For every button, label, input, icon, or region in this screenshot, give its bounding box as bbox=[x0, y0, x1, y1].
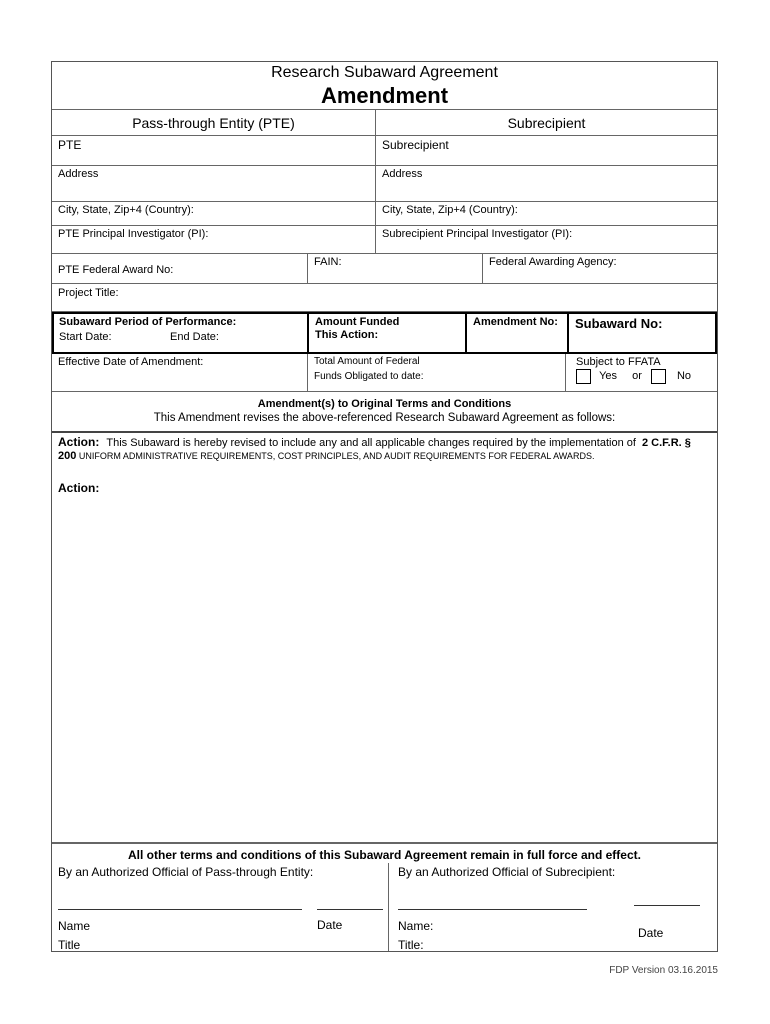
pte-city-field[interactable] bbox=[52, 202, 375, 225]
subaward-amendment-form bbox=[51, 61, 718, 952]
action1-label: Action: bbox=[58, 435, 100, 449]
action2-label: Action: bbox=[58, 481, 100, 495]
pte-label: PTE bbox=[58, 138, 82, 152]
project-title-row bbox=[52, 284, 717, 312]
amount-funded-label-2: This Action: bbox=[315, 329, 379, 341]
sub-title-label: Title: bbox=[398, 938, 424, 952]
ffata-label: Subject to FFATA bbox=[576, 356, 661, 368]
form-subtitle: Amendment bbox=[320, 83, 449, 108]
total-amount-label-2: Funds Obligated to date: bbox=[314, 371, 424, 382]
pte-heading: Pass-through Entity (PTE) bbox=[132, 115, 295, 131]
pte-signature-line[interactable] bbox=[58, 909, 302, 910]
pte-title-label: Title bbox=[58, 938, 81, 952]
pte-city-label: City, State, Zip+4 (Country): bbox=[58, 204, 194, 216]
pte-pi-field[interactable] bbox=[52, 226, 375, 253]
total-amount-field[interactable] bbox=[307, 354, 565, 391]
sub-signature-line[interactable] bbox=[398, 909, 587, 910]
effective-row bbox=[52, 354, 717, 392]
pte-pi-label: PTE Principal Investigator (PI): bbox=[58, 228, 209, 240]
signature-row bbox=[52, 863, 717, 951]
pte-award-label: PTE Federal Award No: bbox=[58, 264, 174, 276]
subaward-no-label: Subaward No: bbox=[575, 316, 663, 331]
amendment-no-label: Amendment No: bbox=[473, 316, 558, 328]
actions-area[interactable] bbox=[52, 433, 717, 843]
effective-date-field[interactable] bbox=[52, 354, 307, 391]
effective-date-label: Effective Date of Amendment: bbox=[58, 356, 204, 368]
amendments-intro: This Amendment revises the above-referenced Research Subaward Agreement as follows: bbox=[153, 412, 616, 424]
subaward-no-field[interactable] bbox=[567, 314, 715, 352]
subrecipient-heading: Subrecipient bbox=[507, 115, 586, 131]
sub-date-line[interactable] bbox=[634, 905, 700, 906]
subrecipient-label: Subrecipient bbox=[382, 138, 449, 152]
pte-address-field[interactable] bbox=[52, 166, 375, 201]
address-row bbox=[52, 166, 717, 202]
pi-row bbox=[52, 226, 717, 254]
column-headings bbox=[52, 110, 717, 136]
pte-name-label: Name bbox=[58, 919, 91, 933]
action1-caps: UNIFORM ADMINISTRATIVE REQUIREMENTS, COST PRINCIPLES, AND AUDIT REQUIREMENTS FOR FEDERAL AWARDS. bbox=[78, 451, 595, 461]
amendments-heading: Amendment(s) to Original Terms and Conditions bbox=[257, 398, 512, 410]
ffata-no-label: No bbox=[676, 370, 692, 383]
version-footer: FDP Version 03.16.2015 bbox=[609, 965, 718, 976]
award-row bbox=[52, 254, 717, 284]
sub-pi-label: Subrecipient Principal Investigator (PI): bbox=[382, 228, 573, 240]
total-amount-label: Total Amount of Federal bbox=[314, 356, 420, 367]
entity-row bbox=[52, 136, 717, 166]
pte-award-field[interactable] bbox=[52, 254, 307, 283]
pte-signature-block bbox=[52, 863, 388, 951]
ffata-yes-label: Yes bbox=[599, 370, 618, 383]
sub-address-label: Address bbox=[382, 168, 423, 180]
amount-funded-label: Amount Funded bbox=[315, 316, 400, 328]
subrecipient-field[interactable] bbox=[375, 136, 717, 165]
form-title: Research Subaward Agreement bbox=[271, 64, 498, 81]
sub-signature-block bbox=[388, 863, 717, 951]
notice-row bbox=[52, 843, 717, 863]
amendments-heading-row bbox=[52, 392, 717, 433]
sub-name-label: Name: bbox=[398, 919, 434, 933]
ffata-or-label: or bbox=[632, 370, 642, 383]
fain-field[interactable] bbox=[307, 254, 482, 283]
sub-official-label: By an Authorized Official of Subrecipient: bbox=[398, 865, 616, 879]
period-row bbox=[52, 312, 717, 354]
signature-notice: All other terms and conditions of this Subaward Agreement remain in full force and effect. bbox=[128, 848, 641, 862]
sub-pi-field[interactable] bbox=[375, 226, 717, 253]
sub-address-field[interactable] bbox=[375, 166, 717, 201]
project-title-field[interactable] bbox=[52, 284, 717, 311]
period-field[interactable] bbox=[54, 314, 307, 352]
action1-cfr-part: 200 bbox=[58, 450, 77, 462]
amendment-no-field[interactable] bbox=[465, 314, 567, 352]
fain-label: FAIN: bbox=[314, 256, 342, 268]
city-row bbox=[52, 202, 717, 226]
ffata-field bbox=[565, 354, 717, 391]
ffata-no-checkbox[interactable] bbox=[651, 369, 666, 384]
action1-text: This Subaward is hereby revised to include any and all applicable changes required by the implementation of bbox=[106, 437, 636, 449]
title-block bbox=[52, 62, 717, 110]
agency-label: Federal Awarding Agency: bbox=[489, 256, 617, 268]
start-date-label: Start Date: bbox=[59, 331, 112, 343]
sub-city-label: City, State, Zip+4 (Country): bbox=[382, 204, 518, 216]
action1-cfr: 2 C.F.R. § bbox=[642, 437, 691, 449]
end-date-label: End Date: bbox=[170, 331, 219, 343]
amount-funded-field[interactable] bbox=[307, 314, 465, 352]
project-title-label: Project Title: bbox=[58, 287, 119, 299]
period-label: Subaward Period of Performance: bbox=[59, 316, 237, 328]
agency-field[interactable] bbox=[482, 254, 717, 283]
pte-official-label: By an Authorized Official of Pass-through Entity: bbox=[58, 865, 314, 879]
pte-field[interactable] bbox=[52, 136, 375, 165]
pte-address-label: Address bbox=[58, 168, 99, 180]
ffata-yes-checkbox[interactable] bbox=[576, 369, 591, 384]
sub-city-field[interactable] bbox=[375, 202, 717, 225]
pte-date-line[interactable] bbox=[317, 909, 383, 910]
sub-date-label: Date bbox=[638, 926, 664, 940]
pte-date-label: Date bbox=[317, 918, 343, 932]
